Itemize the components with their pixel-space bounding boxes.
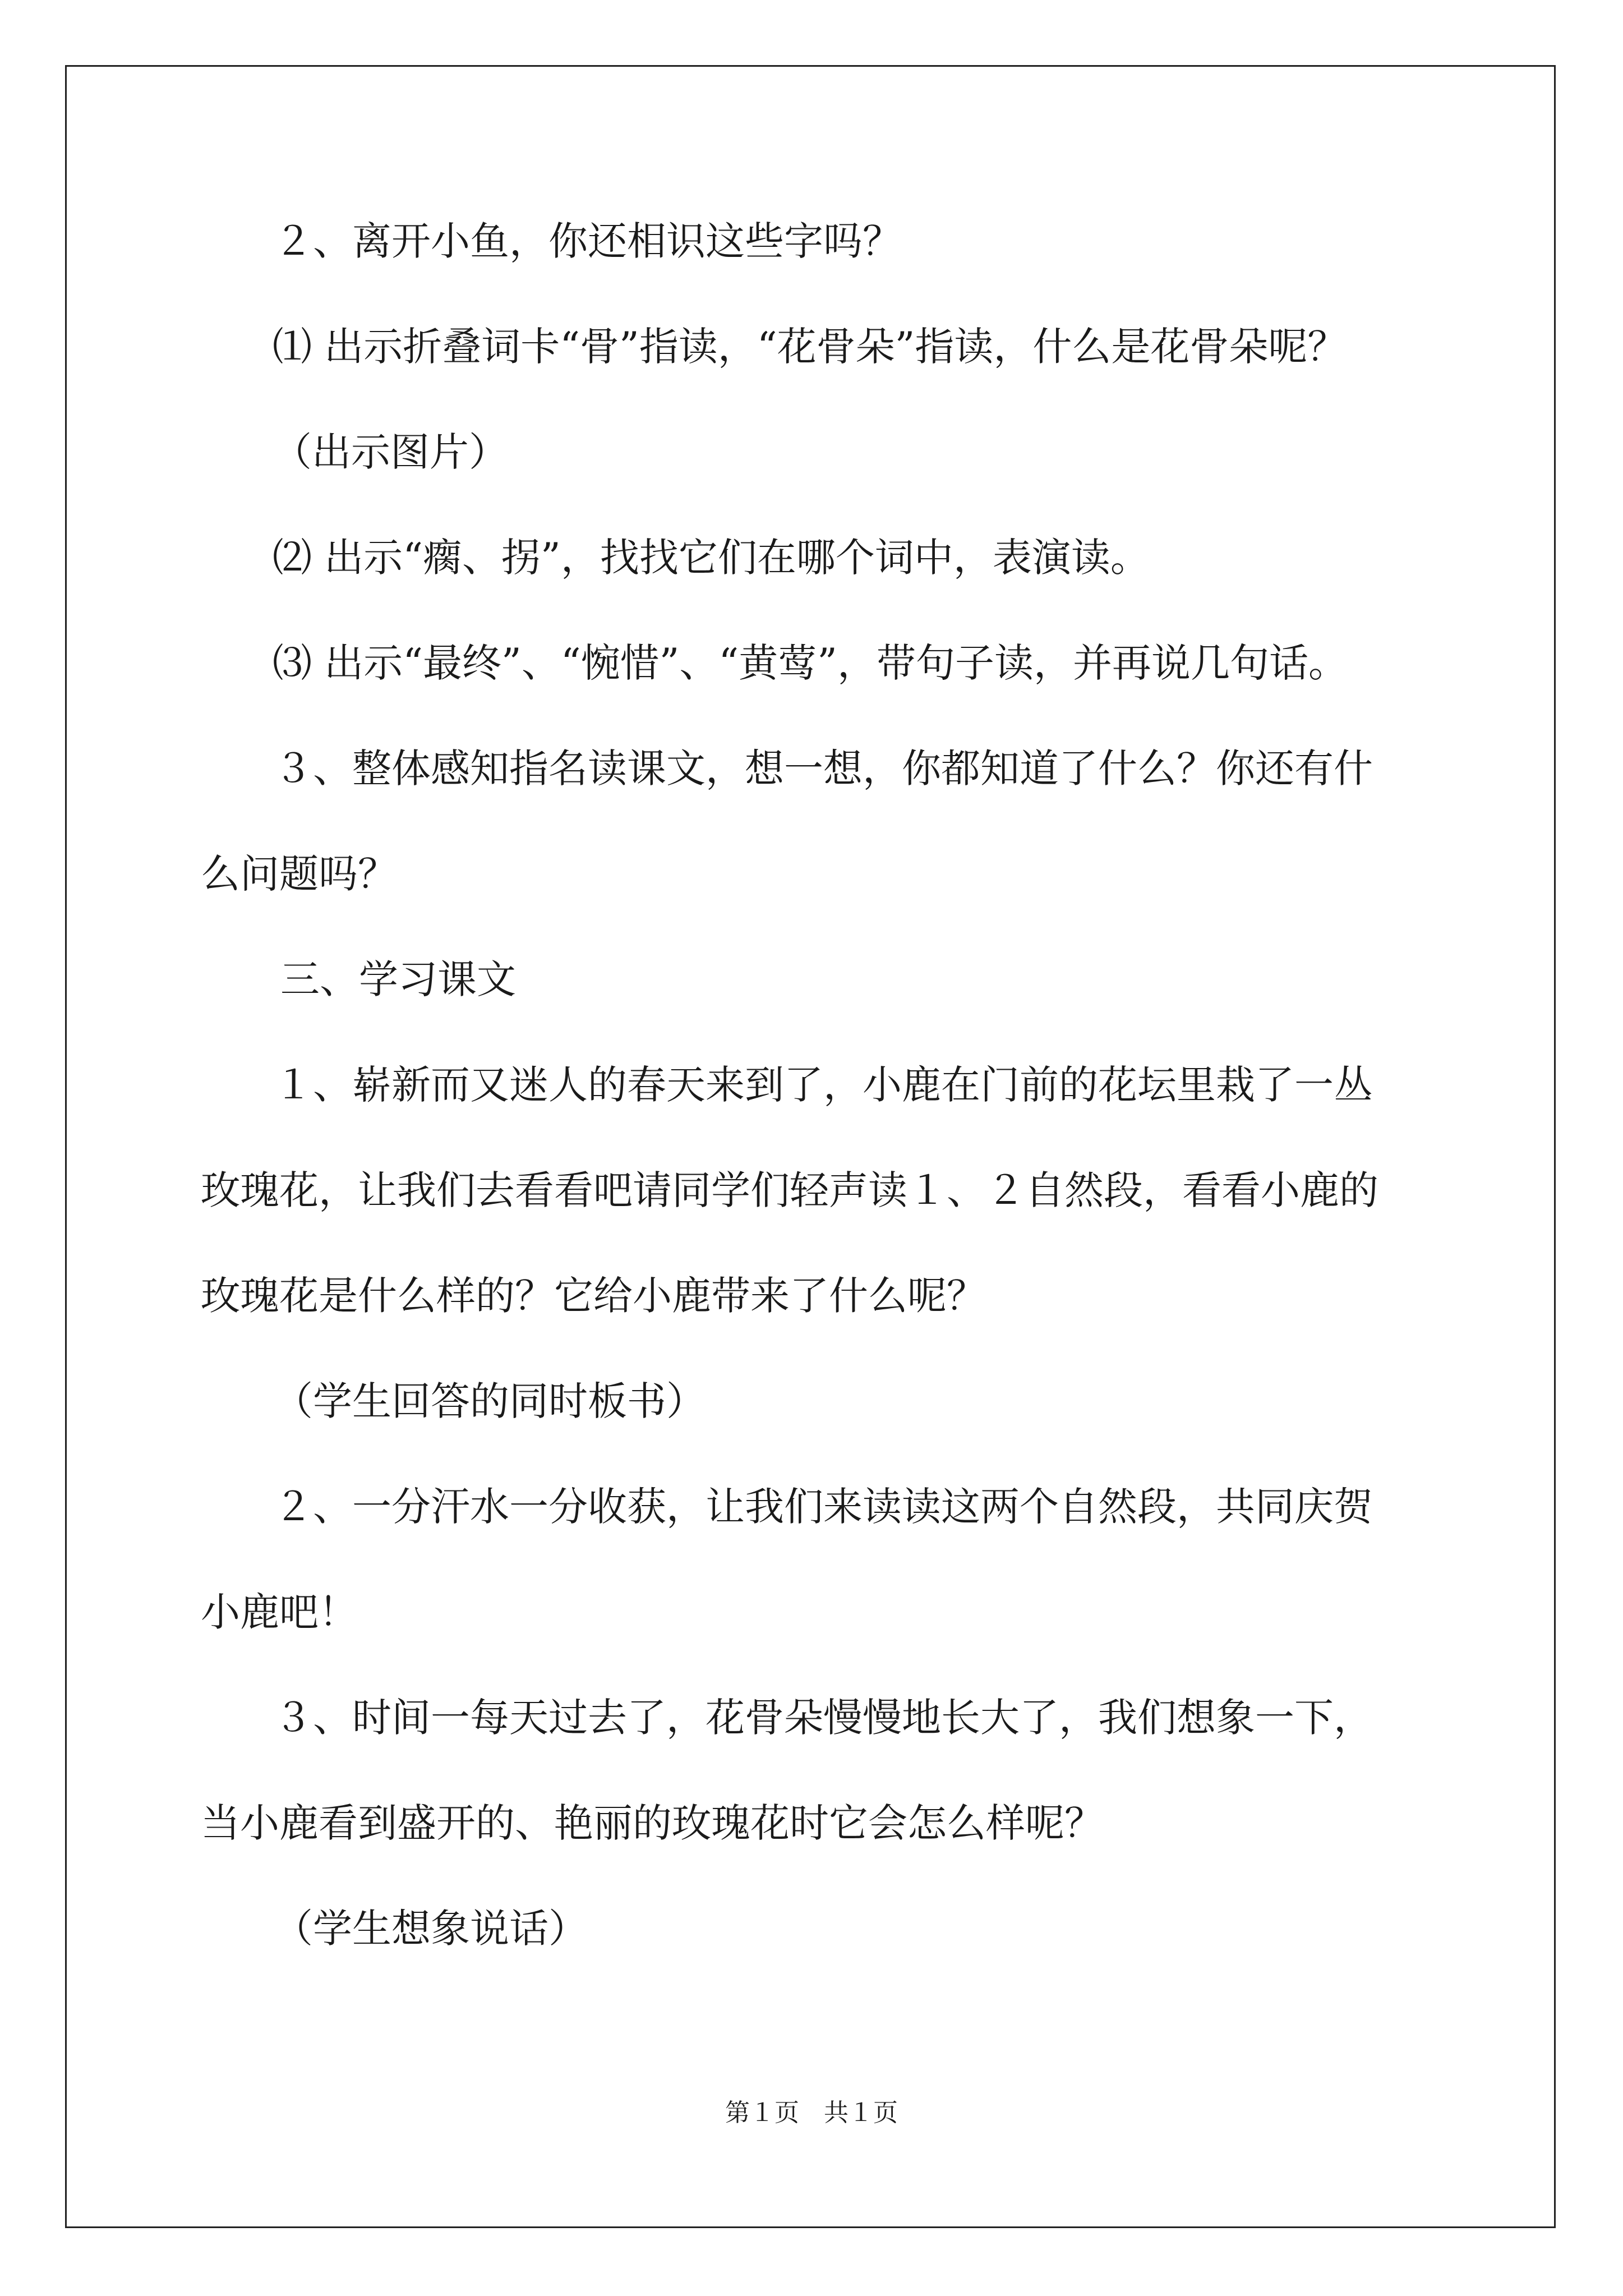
text-line: 玫瑰花是什么样的？它给小鹿带来了什么呢？ [201,1273,986,1319]
paragraph-11 [201,1690,1373,1851]
text-line: 么问题吗？ [201,851,397,897]
text-line: ⑵ 出示“瘸、拐”，找找它们在哪个词中，表演读。 [273,535,1150,581]
paragraph-4 [273,530,1150,586]
text-line: 小鹿吧！ [201,1589,358,1635]
text-line: （学生回答的同时板书） [274,1378,706,1424]
text-line: ２、一分汗水一分收获，让我们来读读这两个自然段，共同庆贺 [274,1484,1373,1530]
text-line: ３、整体感知指名读课文，想一想，你都知道了什么？你还有什 [274,746,1373,792]
text-line: （出示图片） [273,429,508,475]
text-line: （学生想象说话） [274,1906,588,1952]
paragraph-12 [274,1901,588,1957]
paragraph-2 [273,319,1347,375]
paragraph-6 [201,740,1373,902]
text-line: １、崭新而又迷人的春天来到了，小鹿在门前的花坛里栽了一丛 [274,1062,1373,1108]
text-line: ⑴ 出示折叠词卡“骨”指读，“花骨朵”指读，什么是花骨朵呢？ [273,324,1347,370]
text-line: ⑶ 出示“最终”、“惋惜”、“黄莺”，带句子读，并再说几句话。 [273,640,1348,686]
paragraph-9 [274,1373,706,1429]
paragraph-1 [274,213,902,269]
text-line: 三、学习课文 [280,956,516,1002]
page-number-footer: 第１页 共１页 [725,2099,898,2127]
text-line: 玫瑰花，让我们去看看吧请同学们轻声读１、２自然段，看看小鹿的 [201,1167,1378,1213]
paragraph-8 [201,1057,1378,1324]
paragraph-7 [280,951,516,1007]
paragraph-5 [273,635,1348,691]
paragraph-10 [201,1479,1373,1640]
text-line: 当小鹿看到盛开的、艳丽的玫瑰花时它会怎么样呢？ [201,1800,1104,1846]
text-line: ２、离开小鱼，你还相识这些字吗？ [274,218,902,264]
paragraph-3 [273,424,508,480]
text-line: ３、时间一每天过去了，花骨朵慢慢地长大了，我们想象一下， [274,1695,1373,1741]
